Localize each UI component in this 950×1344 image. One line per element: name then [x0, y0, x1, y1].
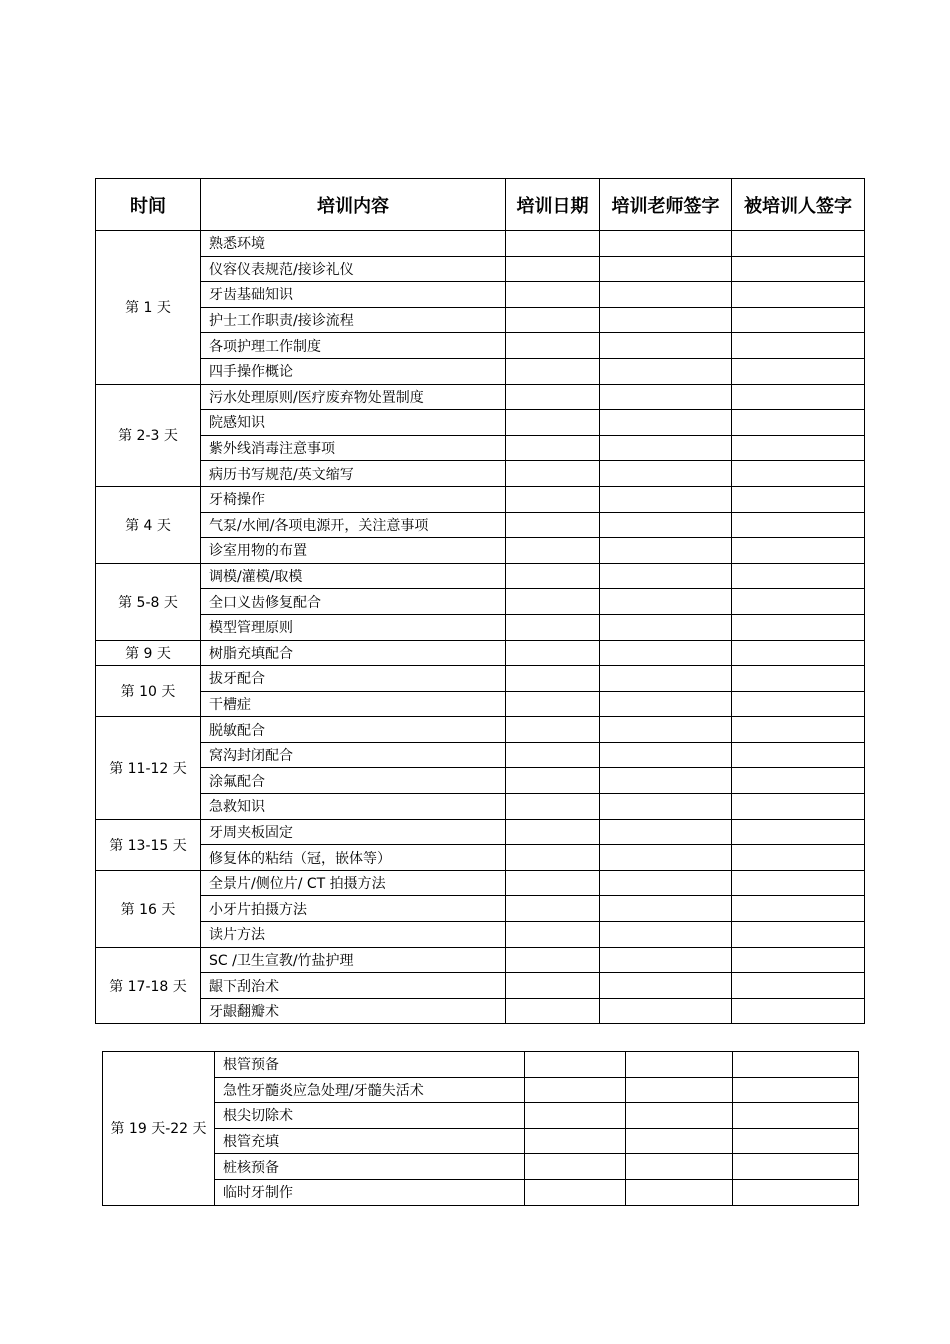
header-trainee-signature: 被培训人签字: [732, 179, 865, 231]
content-cell: 四手操作概论: [201, 358, 506, 384]
content-cell: 龈下刮治术: [201, 973, 506, 999]
content-cell: 病历书写规范/英文缩写: [201, 461, 506, 487]
teacher-signature-cell: [600, 640, 732, 666]
content-cell: 气泵/水闸/各项电源开，关注意事项: [201, 512, 506, 538]
teacher-signature-cell: [600, 256, 732, 282]
teacher-signature-cell: [600, 998, 732, 1024]
time-cell: 第 2-3 天: [96, 384, 201, 486]
teacher-signature-cell: [600, 486, 732, 512]
teacher-signature-cell: [626, 1179, 733, 1205]
trainee-signature-cell: [732, 717, 865, 743]
trainee-signature-cell: [732, 307, 865, 333]
teacher-signature-cell: [626, 1154, 733, 1180]
training-schedule-table-continued: [102, 1051, 859, 1206]
content-cell: 全口义齿修复配合: [201, 589, 506, 615]
teacher-signature-cell: [600, 922, 732, 948]
trainee-signature-cell: [732, 742, 865, 768]
date-cell: [506, 563, 600, 589]
content-cell: 读片方法: [201, 922, 506, 948]
date-cell: [506, 666, 600, 692]
time-cell: 第 5-8 天: [96, 563, 201, 640]
table-row: [96, 589, 865, 615]
trainee-signature-cell: [732, 256, 865, 282]
table-row: [96, 333, 865, 359]
date-cell: [506, 717, 600, 743]
content-cell: 仪容仪表规范/接诊礼仪: [201, 256, 506, 282]
trainee-signature-cell: [732, 640, 865, 666]
trainee-signature-cell: [732, 819, 865, 845]
table-row: [96, 435, 865, 461]
content-cell: 涂氟配合: [201, 768, 506, 794]
date-cell: [506, 512, 600, 538]
table-row: [96, 307, 865, 333]
teacher-signature-cell: [600, 947, 732, 973]
table-row: [96, 614, 865, 640]
date-cell: [506, 486, 600, 512]
time-cell: 第 9 天: [96, 640, 201, 666]
content-cell: 根管预备: [215, 1052, 525, 1078]
date-cell: [506, 742, 600, 768]
content-cell: 牙齿基础知识: [201, 282, 506, 308]
training-schedule-table: [95, 178, 865, 1024]
teacher-signature-cell: [600, 282, 732, 308]
teacher-signature-cell: [600, 691, 732, 717]
date-cell: [506, 231, 600, 257]
table-row: [96, 486, 865, 512]
date-cell: [506, 435, 600, 461]
teacher-signature-cell: [600, 410, 732, 436]
trainee-signature-cell: [732, 410, 865, 436]
teacher-signature-cell: [600, 538, 732, 564]
trainee-signature-cell: [732, 614, 865, 640]
trainee-signature-cell: [732, 896, 865, 922]
trainee-signature-cell: [732, 768, 865, 794]
trainee-signature-cell: [732, 231, 865, 257]
time-cell: 第 13-15 天: [96, 819, 201, 870]
date-cell: [506, 819, 600, 845]
date-cell: [506, 998, 600, 1024]
teacher-signature-cell: [600, 717, 732, 743]
content-cell: 模型管理原则: [201, 614, 506, 640]
table-row: [96, 691, 865, 717]
date-cell: [506, 870, 600, 896]
date-cell: [525, 1179, 626, 1205]
header-teacher-signature: 培训老师签字: [600, 179, 732, 231]
time-cell: 第 16 天: [96, 870, 201, 947]
trainee-signature-cell: [732, 282, 865, 308]
content-cell: SC /卫生宣教/竹盐护理: [201, 947, 506, 973]
teacher-signature-cell: [600, 896, 732, 922]
date-cell: [525, 1052, 626, 1078]
date-cell: [525, 1103, 626, 1129]
content-cell: 污水处理原则/医疗废弃物处置制度: [201, 384, 506, 410]
table-row: [103, 1103, 859, 1129]
content-cell: 全景片/侧位片/ CT 拍摄方法: [201, 870, 506, 896]
trainee-signature-cell: [732, 358, 865, 384]
teacher-signature-cell: [626, 1077, 733, 1103]
table-row: [96, 922, 865, 948]
table-row: [96, 870, 865, 896]
content-cell: 急性牙髓炎应急处理/牙髓失活术: [215, 1077, 525, 1103]
table-row: [96, 231, 865, 257]
teacher-signature-cell: [600, 333, 732, 359]
teacher-signature-cell: [600, 231, 732, 257]
content-cell: 牙周夹板固定: [201, 819, 506, 845]
content-cell: 小牙片拍摄方法: [201, 896, 506, 922]
trainee-signature-cell: [732, 512, 865, 538]
table-row: [96, 973, 865, 999]
table-row: [96, 998, 865, 1024]
content-cell: 脱敏配合: [201, 717, 506, 743]
content-cell: 干槽症: [201, 691, 506, 717]
teacher-signature-cell: [600, 614, 732, 640]
table-row: [103, 1128, 859, 1154]
content-cell: 急救知识: [201, 794, 506, 820]
table-row: [96, 794, 865, 820]
table-row: [96, 896, 865, 922]
date-cell: [506, 896, 600, 922]
content-cell: 根尖切除术: [215, 1103, 525, 1129]
table-row: [96, 410, 865, 436]
table-row: [96, 819, 865, 845]
date-cell: [506, 768, 600, 794]
trainee-signature-cell: [732, 998, 865, 1024]
table-row: [96, 845, 865, 871]
date-cell: [506, 973, 600, 999]
table-row: [96, 384, 865, 410]
trainee-signature-cell: [732, 461, 865, 487]
date-cell: [525, 1077, 626, 1103]
trainee-signature-cell: [732, 435, 865, 461]
content-cell: 窝沟封闭配合: [201, 742, 506, 768]
teacher-signature-cell: [600, 768, 732, 794]
header-time: 时间: [96, 179, 201, 231]
table-row: [96, 640, 865, 666]
date-cell: [506, 794, 600, 820]
content-cell: 诊室用物的布置: [201, 538, 506, 564]
date-cell: [506, 333, 600, 359]
date-cell: [506, 538, 600, 564]
trainee-signature-cell: [732, 333, 865, 359]
trainee-signature-cell: [732, 666, 865, 692]
content-cell: 护士工作职责/接诊流程: [201, 307, 506, 333]
table-row: [103, 1154, 859, 1180]
table-row: [96, 512, 865, 538]
teacher-signature-cell: [600, 973, 732, 999]
table-row: [96, 563, 865, 589]
table-body-continued: [103, 1052, 859, 1206]
table-row: [96, 742, 865, 768]
teacher-signature-cell: [600, 589, 732, 615]
content-cell: 院感知识: [201, 410, 506, 436]
date-cell: [506, 691, 600, 717]
table-row: [96, 538, 865, 564]
table-row: [103, 1179, 859, 1205]
date-cell: [506, 845, 600, 871]
date-cell: [506, 282, 600, 308]
trainee-signature-cell: [733, 1154, 859, 1180]
table-row: [96, 947, 865, 973]
teacher-signature-cell: [600, 461, 732, 487]
trainee-signature-cell: [732, 486, 865, 512]
date-cell: [506, 384, 600, 410]
trainee-signature-cell: [732, 922, 865, 948]
content-cell: 修复体的粘结（冠，嵌体等）: [201, 845, 506, 871]
date-cell: [506, 461, 600, 487]
time-cell: 第 4 天: [96, 486, 201, 563]
content-cell: 牙龈翻瓣术: [201, 998, 506, 1024]
header-date: 培训日期: [506, 179, 600, 231]
content-cell: 临时牙制作: [215, 1179, 525, 1205]
teacher-signature-cell: [626, 1128, 733, 1154]
content-cell: 紫外线消毒注意事项: [201, 435, 506, 461]
table-row: [96, 768, 865, 794]
table-row: [96, 666, 865, 692]
teacher-signature-cell: [600, 512, 732, 538]
teacher-signature-cell: [600, 563, 732, 589]
trainee-signature-cell: [732, 563, 865, 589]
table-row: [103, 1077, 859, 1103]
date-cell: [506, 947, 600, 973]
trainee-signature-cell: [732, 691, 865, 717]
date-cell: [506, 589, 600, 615]
date-cell: [506, 256, 600, 282]
header-row: [96, 179, 865, 231]
content-cell: 熟悉环境: [201, 231, 506, 257]
trainee-signature-cell: [733, 1052, 859, 1078]
trainee-signature-cell: [732, 538, 865, 564]
time-cell: 第 17-18 天: [96, 947, 201, 1024]
content-cell: 拔牙配合: [201, 666, 506, 692]
teacher-signature-cell: [600, 307, 732, 333]
time-cell: 第 19 天-22 天: [103, 1052, 215, 1206]
teacher-signature-cell: [600, 435, 732, 461]
table-body: [96, 231, 865, 1024]
date-cell: [525, 1128, 626, 1154]
time-cell: 第 11-12 天: [96, 717, 201, 819]
teacher-signature-cell: [600, 666, 732, 692]
table-row: [96, 717, 865, 743]
trainee-signature-cell: [732, 589, 865, 615]
date-cell: [506, 640, 600, 666]
content-cell: 桩核预备: [215, 1154, 525, 1180]
trainee-signature-cell: [733, 1077, 859, 1103]
date-cell: [506, 410, 600, 436]
teacher-signature-cell: [600, 794, 732, 820]
teacher-signature-cell: [626, 1052, 733, 1078]
teacher-signature-cell: [600, 742, 732, 768]
time-cell: 第 1 天: [96, 231, 201, 385]
trainee-signature-cell: [732, 947, 865, 973]
content-cell: 牙椅操作: [201, 486, 506, 512]
date-cell: [506, 358, 600, 384]
teacher-signature-cell: [600, 358, 732, 384]
trainee-signature-cell: [732, 384, 865, 410]
teacher-signature-cell: [600, 819, 732, 845]
content-cell: 各项护理工作制度: [201, 333, 506, 359]
header-content: 培训内容: [201, 179, 506, 231]
date-cell: [506, 922, 600, 948]
trainee-signature-cell: [733, 1128, 859, 1154]
table-row: [96, 282, 865, 308]
trainee-signature-cell: [733, 1179, 859, 1205]
trainee-signature-cell: [732, 973, 865, 999]
table-row: [103, 1052, 859, 1078]
time-cell: 第 10 天: [96, 666, 201, 717]
content-cell: 树脂充填配合: [201, 640, 506, 666]
teacher-signature-cell: [626, 1103, 733, 1129]
table-row: [96, 256, 865, 282]
trainee-signature-cell: [732, 845, 865, 871]
teacher-signature-cell: [600, 845, 732, 871]
teacher-signature-cell: [600, 870, 732, 896]
trainee-signature-cell: [732, 870, 865, 896]
date-cell: [525, 1154, 626, 1180]
date-cell: [506, 614, 600, 640]
content-cell: 调模/灌模/取模: [201, 563, 506, 589]
trainee-signature-cell: [732, 794, 865, 820]
trainee-signature-cell: [733, 1103, 859, 1129]
content-cell: 根管充填: [215, 1128, 525, 1154]
date-cell: [506, 307, 600, 333]
table-row: [96, 461, 865, 487]
teacher-signature-cell: [600, 384, 732, 410]
table-row: [96, 358, 865, 384]
